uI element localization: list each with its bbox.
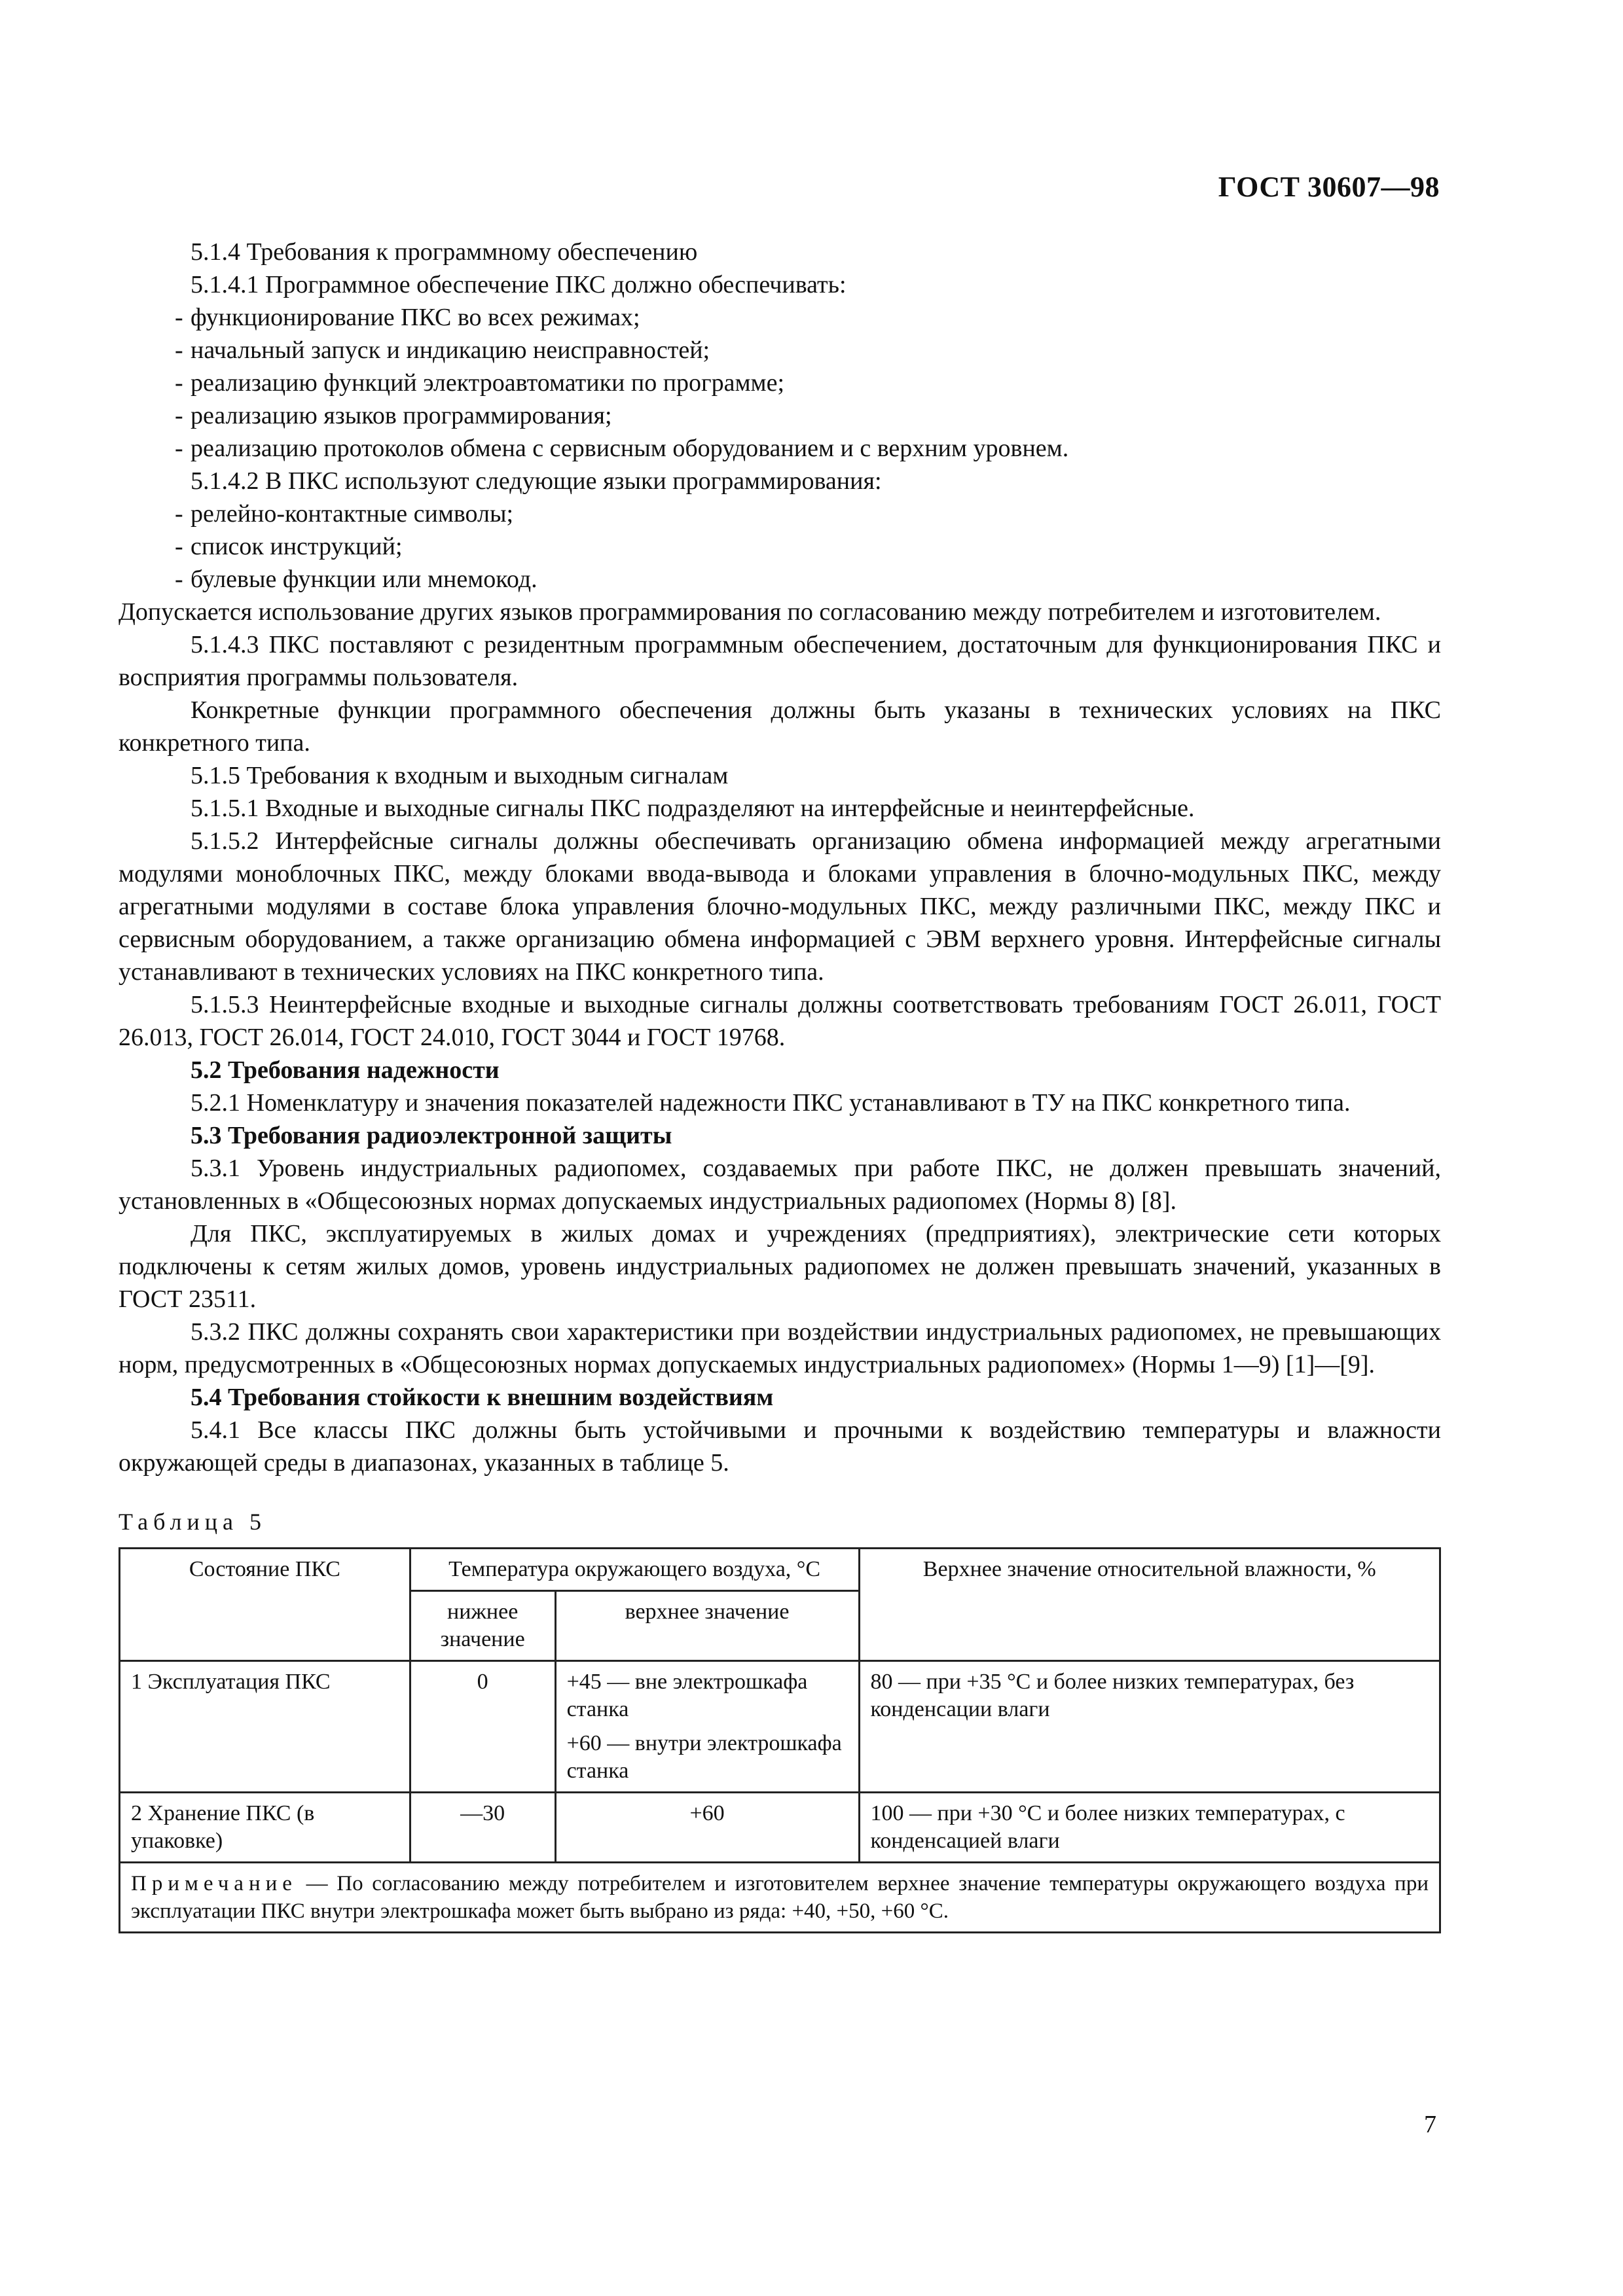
list-item: - список инструкций; <box>119 530 1441 563</box>
list-item: - реализацию языков программирования; <box>119 399 1441 432</box>
section-5-4-title: 5.4 Требования стойкости к внешним воздействиям <box>191 1384 774 1411</box>
list-item: - релейно-контактные символы; <box>119 497 1441 530</box>
section-5-1-5-2-text: 5.1.5.2 Интерфейсные сигналы должны обеспечивать организацию обмена информацией между агрегатными модулями моноблочных ПКС, между блоками ввода-вывода и блоками управления в блочно-модульных ПКС, между агрегатными модулями в составе блока управления блочно-модульных ПКС, между различными ПКС, между ПКС и сервисным оборудованием, а также организацию обмена информацией с ЭВМ верхнего уровня. Интерфейсные сигналы устанавливают в технических условиях на ПКС конкретного типа. <box>119 827 1441 986</box>
table-cell-upper: +60 <box>555 1793 859 1863</box>
upper-value-line: +45 — вне электрошкафа станка <box>566 1670 808 1721</box>
table-header-lower: нижнее значение <box>410 1591 555 1661</box>
table-label: Таблица 5 <box>119 1509 266 1535</box>
table-header-humidity: Верхнее значение относительной влажности, % <box>859 1549 1440 1661</box>
section-5-3-2-text: 5.3.2 ПКС должны сохранять свои характеристики при воздействии индустриальных радиопомех, не превышающих норм, предусмотренных в «Общесоюзных нормах допускаемых индустриальных радиопомех» (Нормы 1—9) [1]—[9]. <box>119 1318 1441 1378</box>
table-row <box>120 1793 1440 1863</box>
section-5-1-4-2-intro: 5.1.4.2 В ПКС используют следующие языки программирования: <box>191 467 882 495</box>
table-row <box>120 1661 1440 1793</box>
table-header-upper: верхнее значение <box>555 1591 859 1661</box>
note-text: — По согласованию между потребителем и изготовителем верхнее значение температуры окружающего воздуха при эксплуатации ПКС внутри электрошкафа может быть выбрано из ряда: +40, +50, +60 °С. <box>131 1872 1429 1923</box>
table-cell-state: 1 Эксплуатация ПКС <box>120 1661 410 1793</box>
section-5-4-1-text: 5.4.1 Все классы ПКС должны быть устойчивыми и прочными к воздействию температуры и влажности окружающей среды в диапазонах, указанных в таблице 5. <box>119 1416 1441 1477</box>
upper-value-line: +60 — внутри электрошкафа станка <box>566 1731 842 1783</box>
section-5-1-4-1-intro: 5.1.4.1 Программное обеспечение ПКС должно обеспечивать: <box>191 271 847 298</box>
list-item: - булевые функции или мнемокод. <box>119 563 1441 596</box>
table-cell-humidity: 80 — при +35 °С и более низких температурах, без конденсации влаги <box>859 1661 1440 1793</box>
page-number: 7 <box>1424 2111 1436 2138</box>
paragraph: Конкретные функции программного обеспечения должны быть указаны в технических условиях на ПКС конкретного типа. <box>119 696 1441 757</box>
paragraph: Для ПКС, эксплуатируемых в жилых домах и учреждениях (предприятиях), электрические сети которых подключены к сетям жилых домов, уровень индустриальных радиопомех не должен превышать значений, указанных в ГОСТ 23511. <box>119 1220 1441 1313</box>
note-label: Примечание <box>131 1872 297 1895</box>
table-cell-state: 2 Хранение ПКС (в упаковке) <box>120 1793 410 1863</box>
table-header-temperature: Температура окружающего воздуха, °С <box>410 1549 859 1591</box>
section-5-1-5-3-text: 5.1.5.3 Неинтерфейсные входные и выходные сигналы должны соответствовать требованиям ГОСТ 26.011, ГОСТ 26.013, ГОСТ 26.014, ГОСТ 24.010, ГОСТ 3044 и ГОСТ 19768. <box>119 991 1441 1051</box>
section-5-2-1-text: 5.2.1 Номенклатуру и значения показателей надежности ПКС устанавливают в ТУ на ПКС конкретного типа. <box>191 1089 1351 1117</box>
section-5-1-4-3-text: 5.1.4.3 ПКС поставляют с резидентным программным обеспечением, достаточным для функционирования ПКС и восприятия программы пользователя. <box>119 631 1441 691</box>
table-cell-lower: —30 <box>410 1793 555 1863</box>
table-header-state: Состояние ПКС <box>120 1549 410 1661</box>
paragraph: Допускается использование других языков программирования по согласованию между потребителем и изготовителем. <box>119 598 1381 626</box>
document-code: ГОСТ 30607—98 <box>1218 171 1440 203</box>
section-5-2-title: 5.2 Требования надежности <box>191 1056 500 1084</box>
list-item: - начальный запуск и индикацию неисправностей; <box>119 334 1441 367</box>
section-5-1-5-title: 5.1.5 Требования к входным и выходным сигналам <box>191 762 729 789</box>
table-5 <box>119 1547 1441 1933</box>
table-note-row <box>120 1863 1440 1933</box>
table-cell-humidity: 100 — при +30 °С и более низких температурах, с конденсацией влаги <box>859 1793 1440 1863</box>
document-body <box>119 236 1441 1933</box>
list-item: - реализацию протоколов обмена с сервисным оборудованием и с верхним уровнем. <box>119 432 1441 465</box>
section-5-1-5-1-text: 5.1.5.1 Входные и выходные сигналы ПКС подразделяют на интерфейсные и неинтерфейсные. <box>191 795 1195 822</box>
section-5-3-1-text: 5.3.1 Уровень индустриальных радиопомех, создаваемых при работе ПКС, не должен превышать значений, установленных в «Общесоюзных нормах допускаемых индустриальных радиопомех (Нормы 8) [8]. <box>119 1155 1441 1215</box>
table-cell-upper <box>555 1661 859 1793</box>
table-cell-lower: 0 <box>410 1661 555 1793</box>
section-5-1-4-title: 5.1.4 Требования к программному обеспечению <box>191 238 698 266</box>
list-item: - функционирование ПКС во всех режимах; <box>119 301 1441 334</box>
section-5-3-title: 5.3 Требования радиоэлектронной защиты <box>191 1122 672 1149</box>
table-note <box>120 1863 1440 1933</box>
list-item: - реализацию функций электроавтоматики по программе; <box>119 367 1441 399</box>
